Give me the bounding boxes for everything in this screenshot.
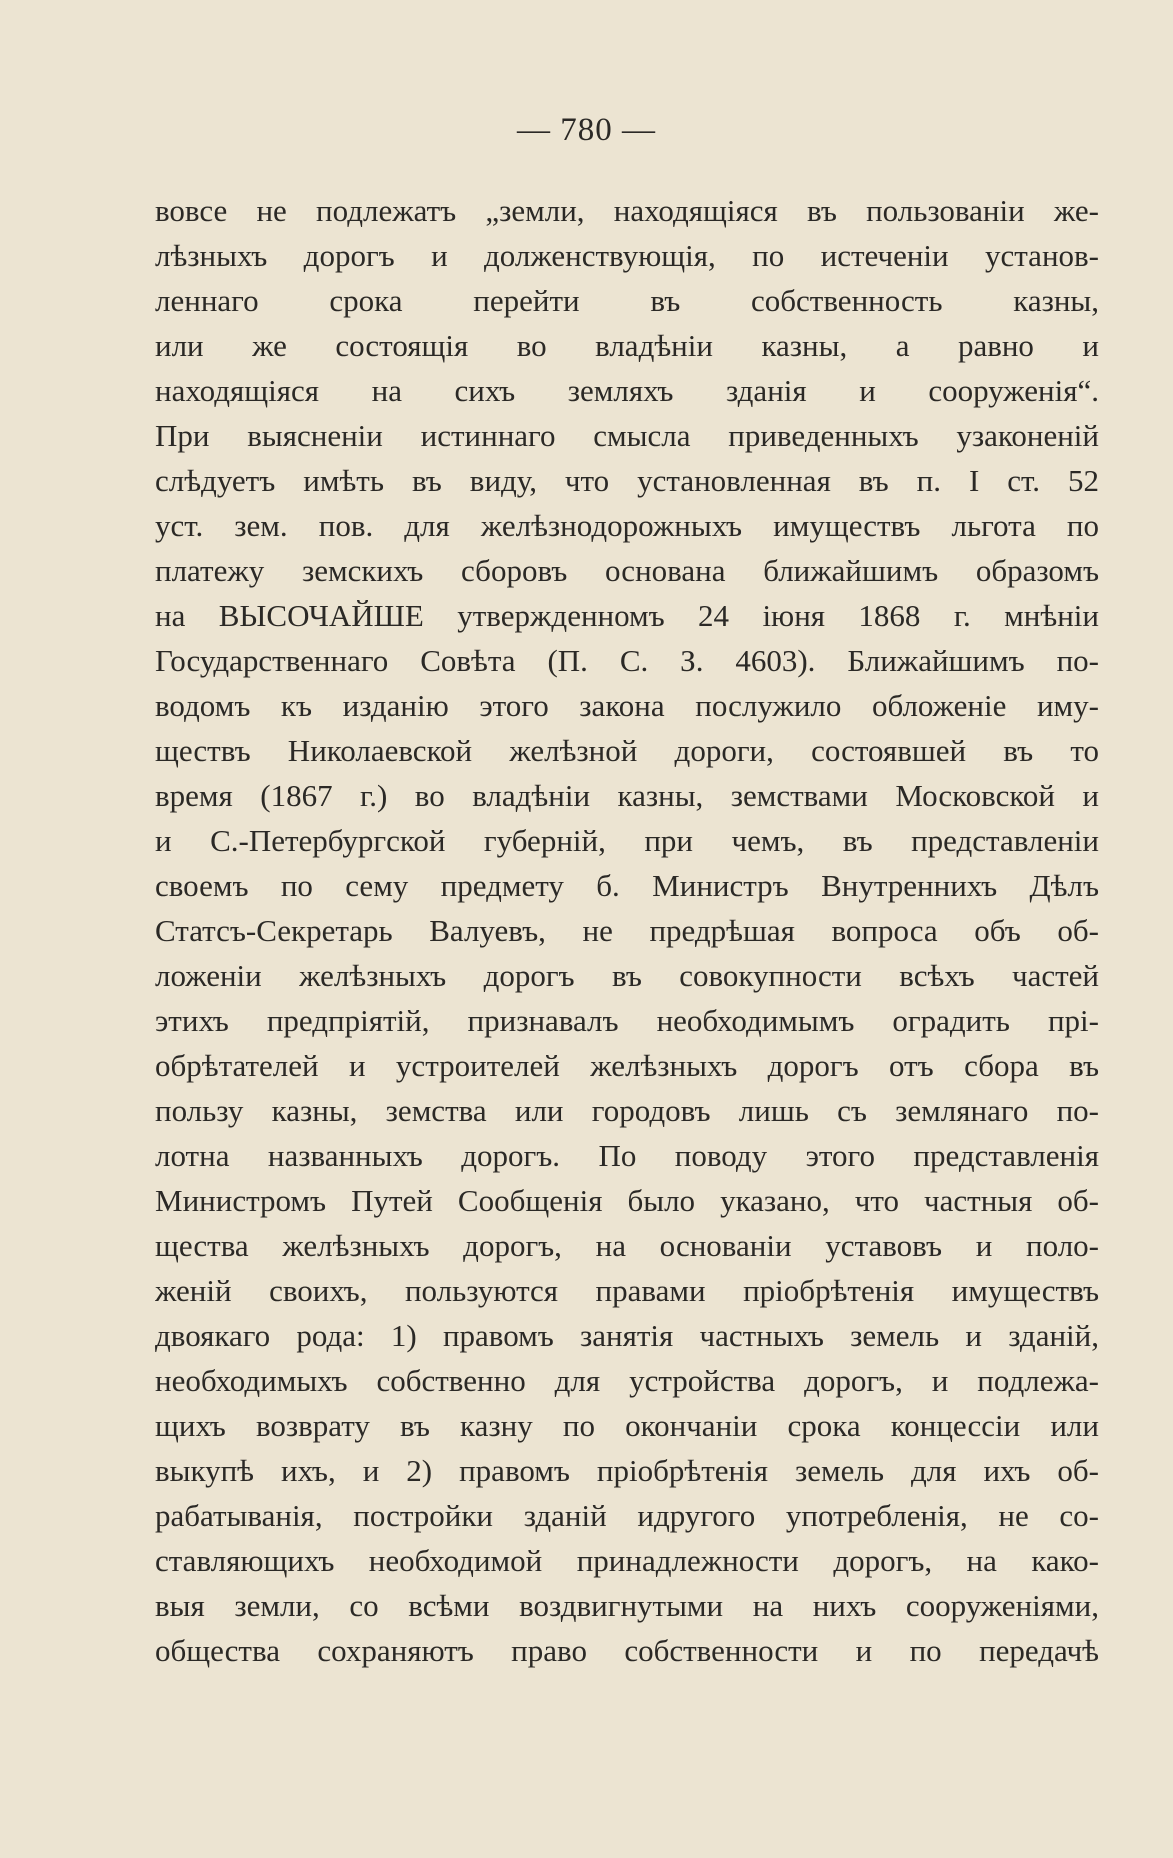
text-line-15: и С.-Петербургской губерній, при чемъ, въ представленіи [155, 823, 1099, 858]
text-line-8: уст. зем. пов. для желѣзнодорожныхъ имуществъ льгота по [155, 508, 1099, 543]
text-line-12: водомъ къ изданію этого закона послужило обложеніе иму- [155, 688, 1099, 723]
text-line-7: слѣдуетъ имѣть въ виду, что установленная въ п. I ст. 52 [155, 463, 1099, 498]
text-line-25: женій своихъ, пользуются правами пріобрѣтенія имуществъ [155, 1273, 1099, 1308]
text-line-9: платежу земскихъ сборовъ основана ближайшимъ образомъ [155, 553, 1099, 588]
text-line-3: леннаго срока перейти въ собственность казны, [155, 283, 1099, 318]
text-line-1: вовсе не подлежатъ „земли, находящіяся въ пользованіи же- [155, 193, 1099, 228]
text-line-30: рабатыванія, постройки зданій идругого употребленія, не со- [155, 1498, 1099, 1533]
text-line-20: обрѣтателей и устроителей желѣзныхъ дорогъ отъ сбора въ [155, 1048, 1099, 1083]
text-line-23: Министромъ Путей Сообщенія было указано, что частныя об- [155, 1183, 1099, 1218]
text-line-17: Статсъ-Секретарь Валуевъ, не предрѣшая вопроса объ об- [155, 913, 1099, 948]
body-text [155, 188, 1099, 1673]
text-line-11: Государственнаго Совѣта (П. С. З. 4603). Ближайшимъ по- [155, 643, 1099, 678]
text-line-5: находящіяся на сихъ земляхъ зданія и сооруженія“. [155, 373, 1099, 408]
text-line-13: ществъ Николаевской желѣзной дороги, состоявшей въ то [155, 733, 1099, 768]
text-line-32: выя земли, со всѣми воздвигнутыми на нихъ сооруженіями, [155, 1588, 1099, 1623]
text-line-29: выкупѣ ихъ, и 2) правомъ пріобрѣтенія земель для ихъ об- [155, 1453, 1099, 1488]
text-line-31: ставляющихъ необходимой принадлежности дорогъ, на како- [155, 1543, 1099, 1578]
page-number: — 780 — [517, 112, 656, 148]
text-line-14: время (1867 г.) во владѣніи казны, земствами Московской и [155, 778, 1099, 813]
text-line-6: При выясненіи истиннаго смысла приведенныхъ узаконеній [155, 418, 1099, 453]
text-line-24: щества желѣзныхъ дорогъ, на основаніи уставовъ и поло- [155, 1228, 1099, 1263]
text-line-16: своемъ по сему предмету б. Министръ Внутреннихъ Дѣлъ [155, 868, 1099, 903]
text-line-18: ложеніи желѣзныхъ дорогъ въ совокупности всѣхъ частей [155, 958, 1099, 993]
text-line-21: пользу казны, земства или городовъ лишь съ землянаго по- [155, 1093, 1099, 1128]
text-line-2: лѣзныхъ дорогъ и долженствующія, по истеченіи установ- [155, 238, 1099, 273]
text-line-22: лотна названныхъ дорогъ. По поводу этого представленія [155, 1138, 1099, 1173]
text-line-33: общества сохраняютъ право собственности и по передачѣ [155, 1633, 1099, 1668]
text-line-10: на ВЫСОЧАЙШЕ утвержденномъ 24 іюня 1868 г. мнѣніи [155, 598, 1099, 633]
text-line-4: или же состоящія во владѣніи казны, а равно и [155, 328, 1099, 363]
text-line-19: этихъ предпріятій, признавалъ необходимымъ оградить прі- [155, 1003, 1099, 1038]
text-line-26: двоякаго рода: 1) правомъ занятія частныхъ земель и зданій, [155, 1318, 1099, 1353]
text-line-28: щихъ возврату въ казну по окончаніи срока концессіи или [155, 1408, 1099, 1443]
text-line-27: необходимыхъ собственно для устройства дорогъ, и подлежа- [155, 1363, 1099, 1398]
